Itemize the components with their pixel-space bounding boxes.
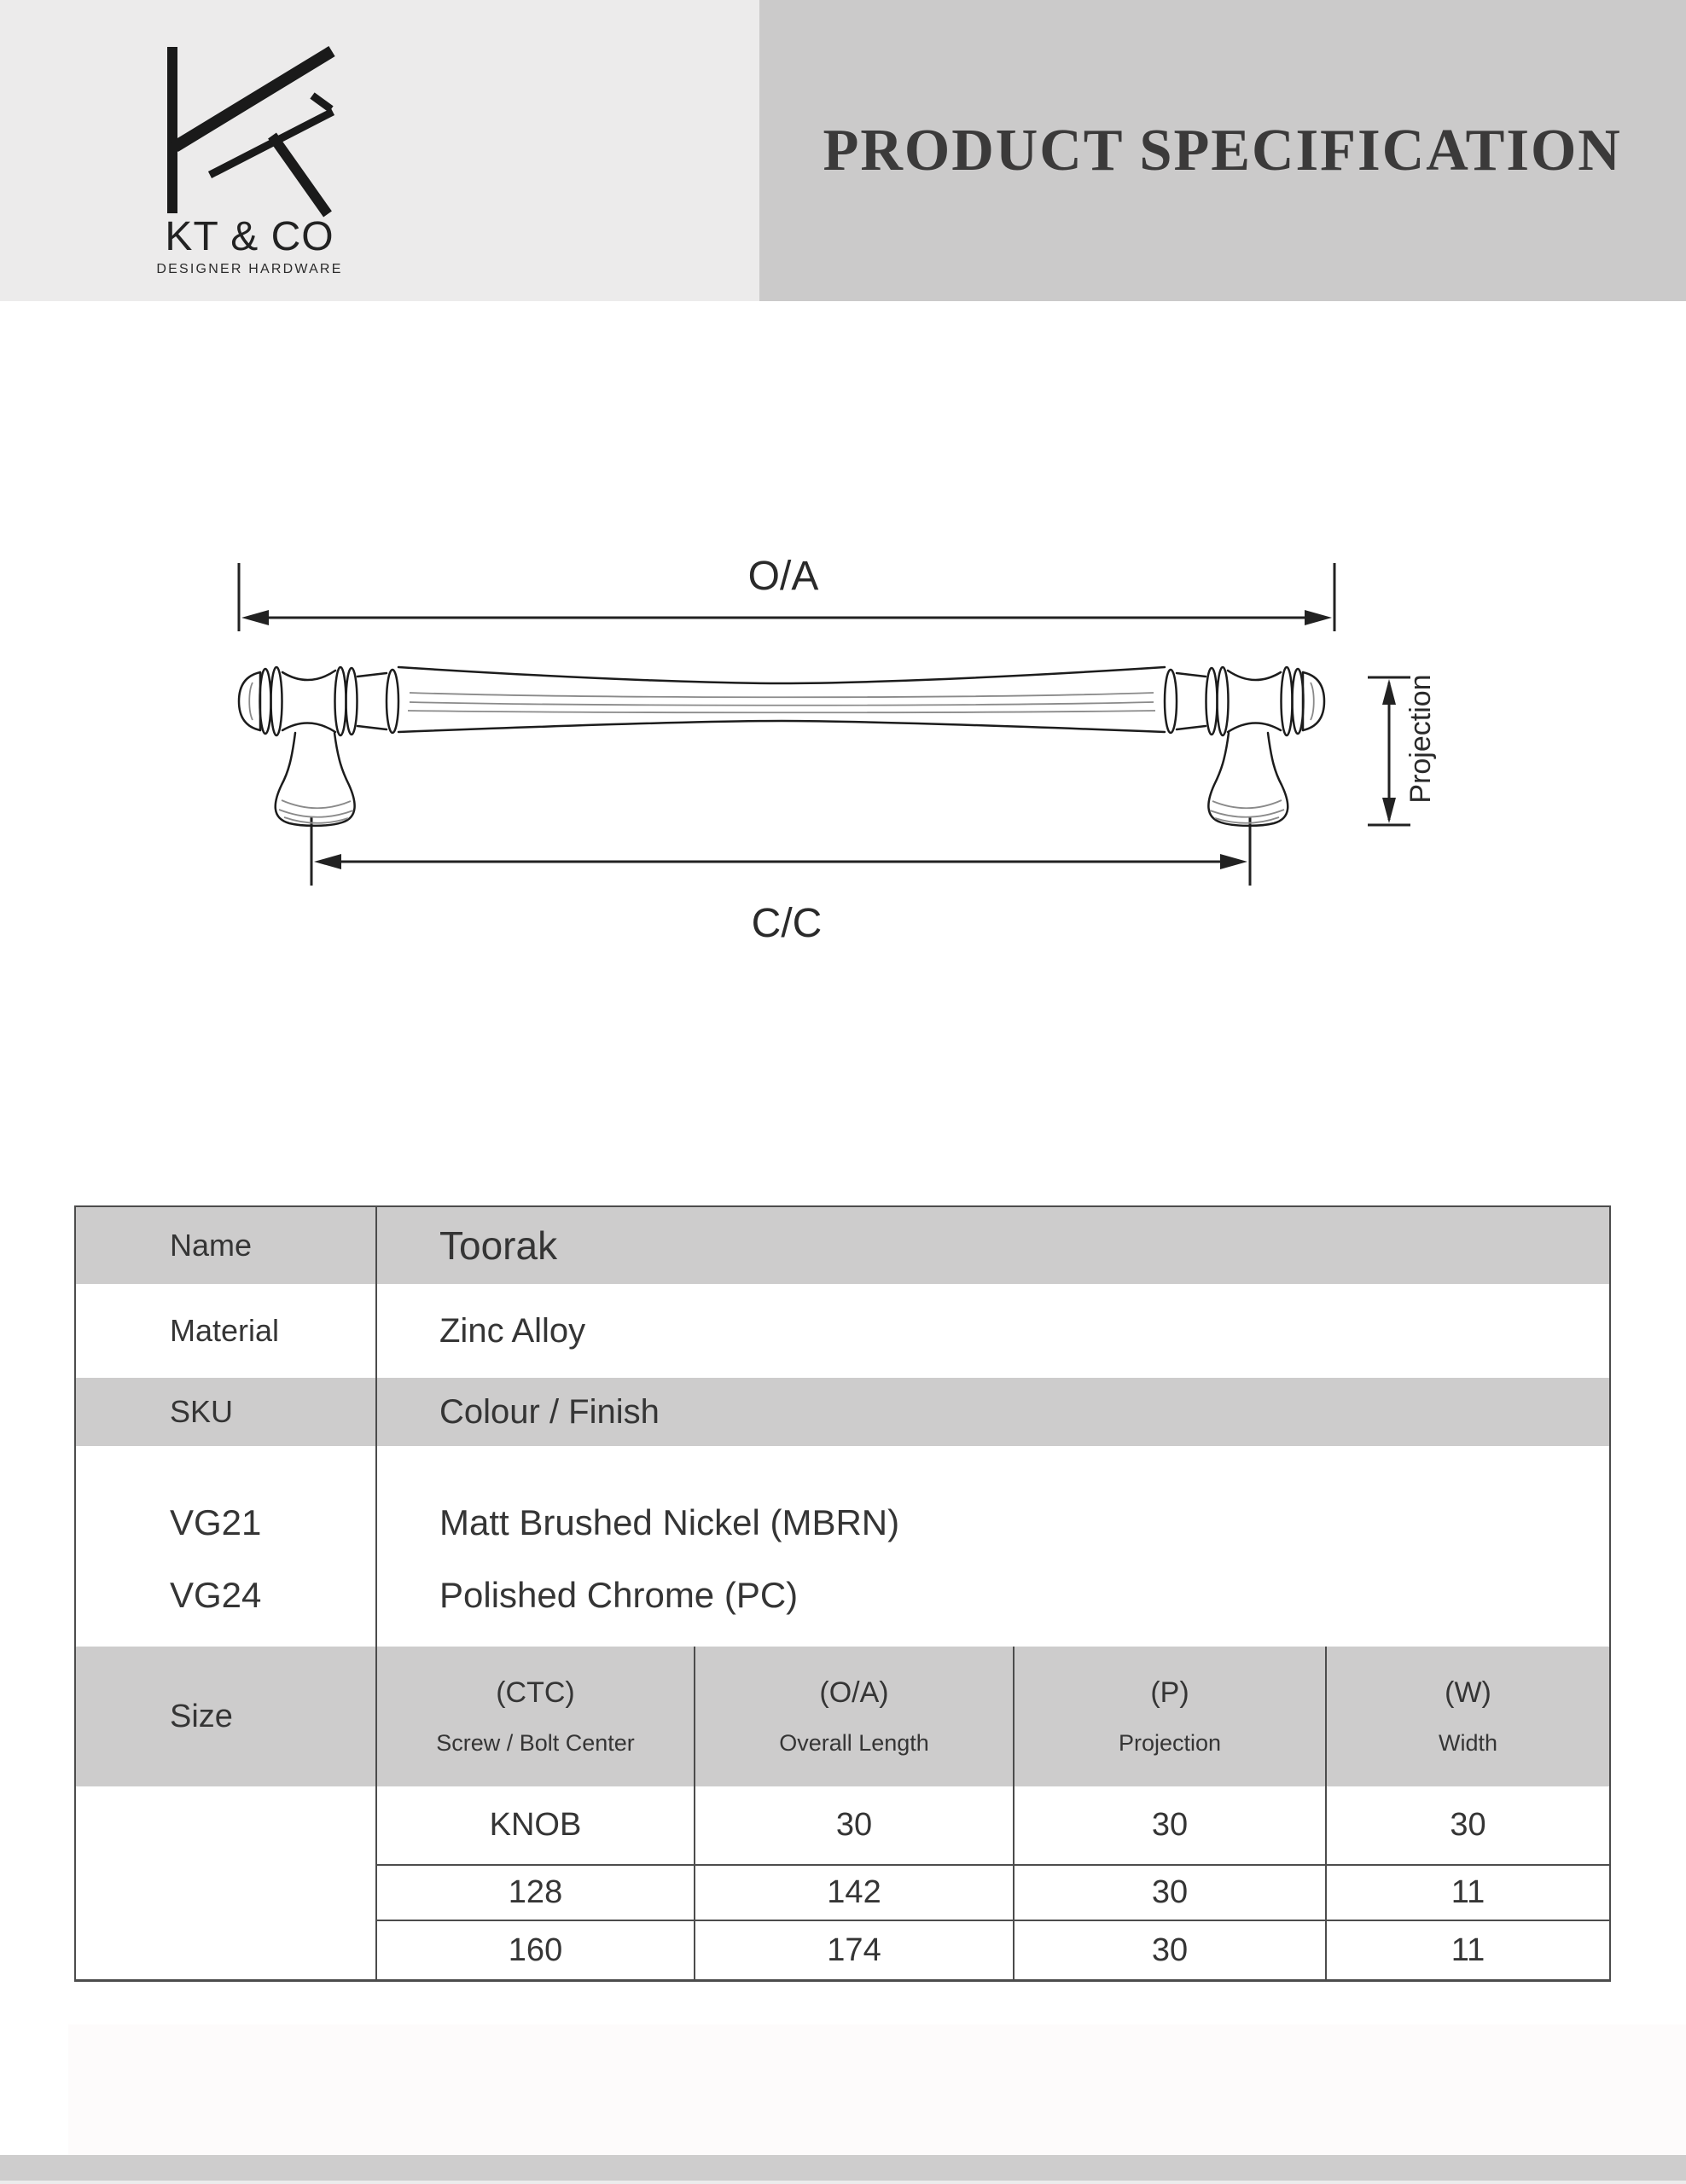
name-label: Name bbox=[170, 1228, 253, 1263]
size-col-code: (W) bbox=[1445, 1676, 1491, 1709]
size-cell: 11 bbox=[1451, 1931, 1485, 1968]
brand-tagline: DESIGNER HARDWARE bbox=[156, 262, 343, 276]
dimension-arrowheads bbox=[241, 610, 1396, 869]
title-panel bbox=[759, 0, 1686, 301]
size-col-code: (O/A) bbox=[819, 1676, 889, 1709]
material-value: Zinc Alloy bbox=[439, 1311, 586, 1350]
material-row bbox=[76, 1284, 1609, 1378]
projection-dim-label: Projection bbox=[1404, 674, 1437, 804]
size-label: Size bbox=[170, 1698, 233, 1734]
logo-panel bbox=[0, 0, 759, 301]
kt-monogram-icon bbox=[154, 38, 346, 222]
size-col-head-w bbox=[1327, 1647, 1609, 1786]
page-title: PRODUCT SPECIFICATION bbox=[823, 117, 1623, 183]
cc-dim-label: C/C bbox=[751, 901, 823, 946]
size-cell: 174 bbox=[827, 1931, 881, 1968]
name-value: Toorak bbox=[439, 1223, 558, 1268]
size-col-code: (P) bbox=[1150, 1676, 1189, 1709]
name-row bbox=[76, 1207, 1609, 1284]
finish-1: Matt Brushed Nickel (MBRN) bbox=[439, 1502, 900, 1542]
size-col-code: (CTC) bbox=[496, 1676, 575, 1709]
sku-code-1: VG21 bbox=[170, 1502, 262, 1542]
sku-code-2: VG24 bbox=[170, 1575, 262, 1615]
size-cell: 30 bbox=[835, 1807, 873, 1843]
size-col-name: Width bbox=[1438, 1730, 1498, 1756]
footer-sliver bbox=[0, 2181, 1686, 2184]
spec-table bbox=[74, 1205, 1611, 1982]
finish-2: Polished Chrome (PC) bbox=[439, 1575, 799, 1615]
size-cell: 30 bbox=[1151, 1807, 1189, 1843]
oa-dim-label: O/A bbox=[747, 554, 819, 599]
size-cell: 30 bbox=[1151, 1874, 1189, 1910]
handle-outline bbox=[239, 667, 1324, 826]
footer-band bbox=[0, 2155, 1686, 2181]
size-cell: 160 bbox=[508, 1931, 563, 1968]
handle-shading bbox=[249, 682, 1314, 823]
sku-header-row bbox=[76, 1378, 1609, 1446]
size-col-head-oa bbox=[695, 1647, 1013, 1786]
brand-name: KT & CO bbox=[165, 213, 334, 259]
size-col-name: Screw / Bolt Center bbox=[436, 1730, 635, 1756]
size-cell: 142 bbox=[827, 1874, 881, 1910]
handle-technical-drawing bbox=[0, 478, 1686, 1024]
pre-footer-strip bbox=[68, 2024, 1686, 2158]
size-col-head-ctc bbox=[377, 1647, 694, 1786]
material-label: Material bbox=[170, 1313, 280, 1348]
size-col-name: Overall Length bbox=[779, 1730, 929, 1756]
size-col-head-p bbox=[1015, 1647, 1325, 1786]
sku-label: SKU bbox=[170, 1394, 234, 1429]
sku-column-title: Colour / Finish bbox=[439, 1392, 660, 1431]
size-cell: 30 bbox=[1450, 1807, 1486, 1843]
size-cell: 30 bbox=[1151, 1931, 1189, 1968]
size-col-name: Projection bbox=[1118, 1730, 1222, 1756]
size-cell: 128 bbox=[508, 1874, 563, 1910]
size-cell: KNOB bbox=[489, 1807, 582, 1843]
size-cell: 11 bbox=[1451, 1874, 1485, 1910]
